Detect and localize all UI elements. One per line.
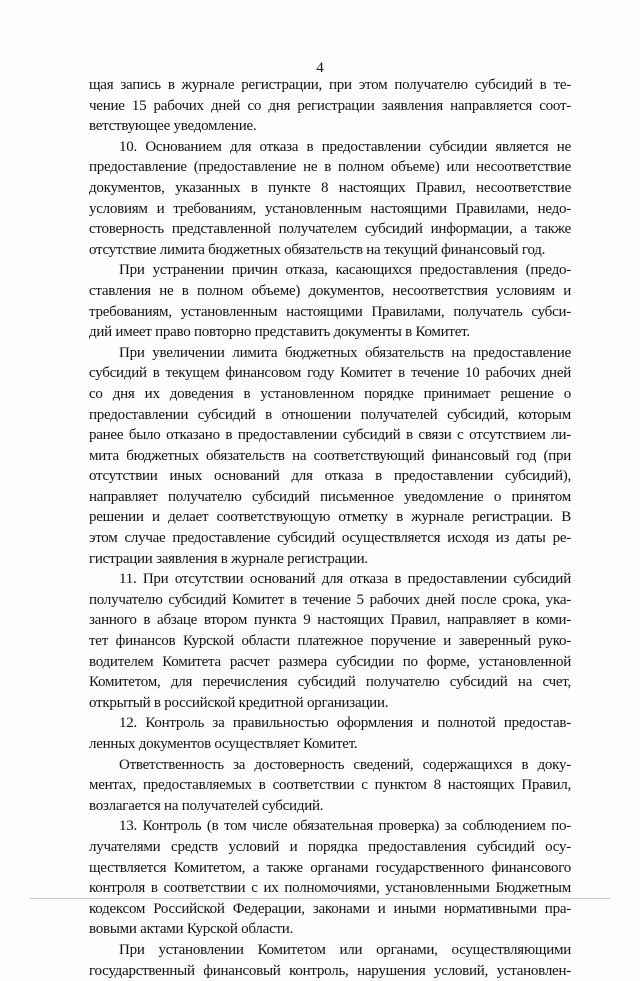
text-line: ментах, предоставляемых в соответствии с пунктом 8 настоящих Правил, bbox=[89, 777, 571, 794]
page-number: 4 bbox=[316, 60, 324, 76]
text-line: гистрации заявления в журнале регистрации. bbox=[89, 550, 368, 567]
text-line: условиям и требованиям, установленным настоящими Правилами, недо- bbox=[89, 200, 571, 217]
text-line: этом случае предоставление субсидий осуществляется исходя из даты ре- bbox=[89, 530, 571, 547]
text-line: стоверность представленной получателем субсидий информации, а также bbox=[89, 221, 571, 238]
text-line: мита бюджетных обязательств на соответствующий финансовый год (при bbox=[89, 447, 571, 464]
text-line: со дня их доведения в установленном порядке принимает решение о bbox=[89, 385, 571, 402]
text-line: ществляется Комитетом, а также органами государственного финансового bbox=[89, 859, 571, 876]
text-line: отсутствии иных оснований для отказа в предоставлении субсидий), bbox=[89, 468, 571, 485]
text-line: 10. Основанием для отказа в предоставлении субсидии является не bbox=[119, 138, 571, 155]
text-line: 12. Контроль за правильностью оформления и полнотой предостав- bbox=[119, 715, 571, 732]
text-line: дий имеет право повторно представить документы в Комитет. bbox=[89, 324, 470, 341]
text-line: занного в абзаце втором пункта 9 настоящих Правил, направляет в коми- bbox=[89, 612, 571, 629]
text-line: тет финансов Курской области платежное поручение и заверенный руко- bbox=[89, 633, 571, 650]
text-line: чение 15 рабочих дней со дня регистрации заявления направляется соот- bbox=[89, 97, 571, 114]
text-line: кодексом Российской Федерации, законами и иными нормативными пра- bbox=[89, 900, 571, 917]
text-line: получателю субсидий Комитет в течение 5 рабочих дней после срока, ука- bbox=[89, 591, 571, 608]
text-line: открытый в российской кредитной организации. bbox=[89, 694, 389, 711]
text-line: Комитетом, для перечисления субсидий получателю субсидий на счет, bbox=[89, 674, 571, 691]
text-line: 11. При отсутствии оснований для отказа в предоставлении субсидий bbox=[119, 571, 571, 588]
text-line: государственный финансовый контроль, нарушения условий, установлен- bbox=[89, 962, 571, 979]
text-line: лучателями средств условий и порядка предоставления субсидий осу- bbox=[89, 838, 571, 855]
text-line: При установлении Комитетом или органами, осуществляющими bbox=[119, 941, 571, 958]
text-line: ленных документов осуществляет Комитет. bbox=[89, 736, 358, 752]
text-line: Ответственность за достоверность сведений, содержащихся в доку- bbox=[119, 756, 571, 773]
text-line: водителем Комитета расчет размера субсидии по форме, установленной bbox=[89, 653, 571, 670]
text-line: щая запись в журнале регистрации, при этом получателю субсидий в те- bbox=[89, 77, 571, 93]
text-line: 13. Контроль (в том числе обязательная проверка) за соблюдением по- bbox=[119, 818, 571, 835]
text-line: предоставление (предоставление не в полном объеме) или несоответствие bbox=[89, 159, 571, 176]
text-line: субсидий в текущем финансовом году Комитет в течение 10 рабочих дней bbox=[89, 365, 571, 382]
text-line: решении и делает соответствующую отметку в журнале регистрации. В bbox=[89, 509, 571, 526]
text-line: документов, указанных в пункте 8 настоящих Правил, несоответствие bbox=[89, 179, 571, 196]
text-line: предоставлении субсидий в отношении получателей субсидий, которым bbox=[89, 406, 571, 423]
text-line: вовыми актами Курской области. bbox=[89, 921, 294, 938]
text-line: При устранении причин отказа, касающихся предоставления (предо- bbox=[119, 262, 571, 279]
text-line: отсутствие лимита бюджетных обязательств на текущий финансовый год. bbox=[89, 241, 546, 258]
page-bottom-edge bbox=[30, 898, 610, 899]
text-line: ранее было отказано в предоставлении субсидий в связи с отсутствием ли- bbox=[89, 427, 571, 444]
text-line: требованиям, установленным настоящими Правилами, получатель субси- bbox=[89, 303, 571, 320]
text-line: возлагается на получателей субсидий. bbox=[89, 797, 324, 814]
text-line: ставления не в полном объеме) документов, несоответствия условиям и bbox=[89, 282, 571, 299]
text-line: контроля в соответствии с их полномочиями, установленными Бюджетным bbox=[89, 880, 571, 897]
text-line: направляет получателю субсидий письменное уведомление о принятом bbox=[89, 488, 571, 505]
document-body bbox=[89, 75, 571, 981]
text-line: ветствующее уведомление. bbox=[89, 118, 257, 135]
text-line: При увеличении лимита бюджетных обязательств на предоставление bbox=[119, 344, 571, 361]
